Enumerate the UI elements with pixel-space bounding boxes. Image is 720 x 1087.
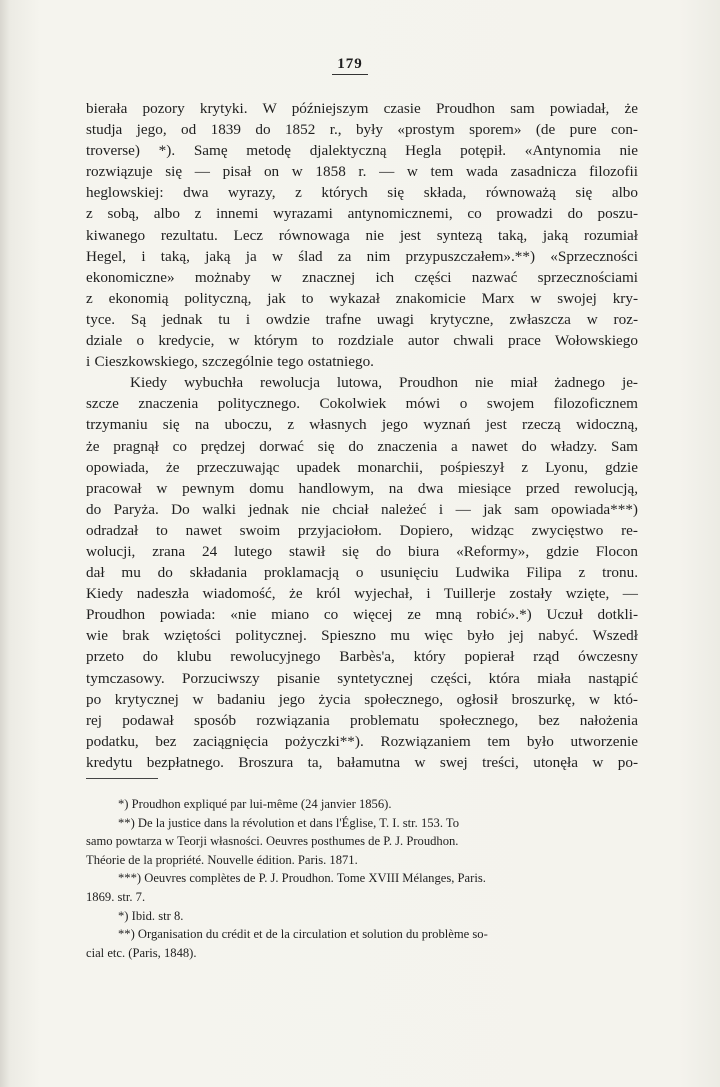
footnote-line: *) Proudhon expliqué par lui-même (24 janvier 1856). bbox=[118, 797, 392, 811]
text-line: bierała pozory krytyki. W późniejszym czasie Proudhon sam powiadał, że bbox=[86, 100, 638, 117]
text-line: pracował w pewnym domu handlowym, na dwa miesiące przed rewolucją, bbox=[86, 479, 638, 497]
footnote-rule bbox=[86, 778, 158, 779]
footnote-line: 1869. str. 7. bbox=[86, 889, 146, 904]
text-line: dał mu do składania proklamacją o usunięciu Ludwika Filipa z tronu. bbox=[86, 564, 638, 582]
text-line: Proudhon powiada: «nie miano co więcej ze mną robić».*) Uczuł dotkli- bbox=[86, 606, 638, 624]
footnote-line: **) De la justice dans la révolution et dans l'Église, T. I. str. 153. To bbox=[118, 815, 460, 830]
text-line: z sobą, albo z innemi wyrazami antynomicznemi, co prowadzi do poszu- bbox=[86, 205, 638, 223]
text-line: podatku, bez zaciągnięcia pożyczki**). Rozwiązaniem tem było utworzenie bbox=[86, 732, 638, 750]
text-line: trzymaniu się na uboczu, z własnych jego wyznań jest rzeczą widoczną, bbox=[86, 416, 638, 434]
footnote-line: Théorie de la propriété. Nouvelle édition. Paris. 1871. bbox=[86, 852, 358, 867]
footnote-line: **) Organisation du crédit et de la circulation et solution du problème so- bbox=[118, 927, 488, 942]
text-line: że pragnął co prędzej dorwać się do znaczenia a nawet do władzy. Sam bbox=[86, 437, 638, 455]
footnotes bbox=[86, 795, 638, 962]
text-line: troverse) *). Samę metodę djalektyczną Hegla potępił. «Antynomia nie bbox=[86, 142, 638, 160]
text-line: heglowskiej: dwa wyrazy, z których się składa, równoważą się albo bbox=[86, 184, 638, 202]
page-number: 179 bbox=[0, 56, 700, 75]
text-line: do Paryża. Do walki jednak nie chciał należeć i — jak sam opowiada***) bbox=[86, 500, 638, 518]
footnote-line: *) Ibid. str 8. bbox=[118, 908, 184, 923]
text-line: Kiedy wybuchła rewolucja lutowa, Proudhon nie miał żadnego je- bbox=[130, 374, 638, 392]
text-line: dziale o kredycie, w którym to rozdziale autor chwali prace Wołowskiego bbox=[86, 332, 638, 350]
text-line: Kiedy nadeszła wiadomość, że król wyjechał, i Tuillerje zostały wzięte, — bbox=[86, 585, 638, 603]
text-line: po krytycznej w badaniu jego życia społecznego, ogłosił broszurkę, w któ- bbox=[86, 690, 638, 708]
text-line: kredytu bezpłatnego. Broszura ta, bałamutna w swej treści, utonęła w po- bbox=[86, 753, 638, 771]
text-line: opowiada, że przeczuwając upadek monarchii, pośpieszył z Lyonu, gdzie bbox=[86, 458, 638, 476]
text-line: rej podawał sposób rozwiązania problematu społecznego, bez nałożenia bbox=[86, 711, 638, 729]
text-line: z ekonomią polityczną, jak to wykazał znakomicie Marx w swojej kry- bbox=[86, 289, 638, 307]
text-line: wolucji, zrana 24 lutego stawił się do biura «Reformy», gdzie Flocon bbox=[86, 542, 638, 560]
text-line: Hegel, i taką, jaką ja w ślad za nim przypuszczałem».**) «Sprzeczności bbox=[86, 247, 638, 265]
footnote-line: cial etc. (Paris, 1848). bbox=[86, 945, 197, 960]
text-line: rozwiązuje się — pisał on w 1858 r. — w tem wada zasadnicza filozofii bbox=[86, 163, 638, 181]
text-line: tyce. Są jednak tu i owdzie trafne uwagi krytyczne, zwłaszcza w roz- bbox=[86, 310, 638, 328]
text-line: kiwanego rezultatu. Lecz równowaga nie jest syntezą taką, jaką rozumiał bbox=[86, 226, 638, 244]
text-line: studja jego, od 1839 do 1852 r., były «prostym sporem» (de pure con- bbox=[86, 121, 638, 139]
main-text bbox=[86, 98, 638, 773]
text-line: ekonomiczne» możnaby w znacznej ich części nazwać sprzecznościami bbox=[86, 268, 638, 286]
text-line: wie brak wziętości politycznej. Spieszno mu więc było jej nabyć. Wszedł bbox=[86, 627, 638, 645]
footnote-line: ***) Oeuvres complètes de P. J. Proudhon. Tome XVIII Mélanges, Paris. bbox=[118, 871, 486, 886]
text-line: przeto do klubu rewolucyjnego Barbès'a, który popierał rząd ówczesny bbox=[86, 648, 638, 666]
text-line: odradzał to nawet swoim przyjaciołom. Dopiero, widząc zwycięstwo re- bbox=[86, 521, 638, 539]
text-line: szcze znaczenia politycznego. Cokolwiek mówi o swojem filozoficznem bbox=[86, 395, 638, 413]
text-line: i Cieszkowskiego, szczególnie tego ostatniego. bbox=[86, 353, 374, 371]
text-line: tymczasowy. Porzuciwszy pisanie syntetycznej części, która miała nastąpić bbox=[86, 669, 638, 687]
footnote-line: samo powtarza w Teorji własności. Oeuvres posthumes de P. J. Proudhon. bbox=[86, 834, 459, 849]
